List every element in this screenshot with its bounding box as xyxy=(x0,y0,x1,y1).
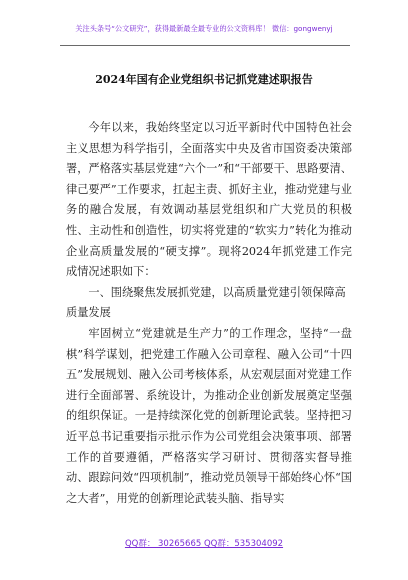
section-heading-1: 一、围绕聚焦发展抓党建，以高质量党建引领保障高质量发展 xyxy=(66,285,346,320)
section-1-paragraph: 牢固树立“党建就是生产力”的工作理念，坚持“一盘棋”科学谋划，把党建工作融入公司章程、融入公司“十四五”发展规划、融入公司考核体系，从宏观层面对党建工作进行全面部署、系统设计，为推动企业创新发展奠定坚强的组织保证。一是持续深化党的创新理论武装。坚持把习近平总书记重要指示批示作为公司党组会决策事项、部署工作的首要遵循，严格落实学习研讨、贯彻落实督导推动、跟踪问效“四项机制”，推动党员领导干部始终心怀“国之大者”，用党的创新理论武装头脑、指导实 xyxy=(66,326,352,505)
header-divider xyxy=(60,45,350,46)
document-body xyxy=(66,118,352,509)
intro-paragraph: 今年以来，我始终坚定以习近平新时代中国特色社会主义思想为科学指引，全面落实中央及省市国资委决策部署，严格落实基层党建“六个一”和“干部要干、思路要清、律己要严”工作要求，扛起主责、抓好主业，推动党建与业务的融合发展，有效调动基层党组织和广大党员的积极性、主动性和创造性，切实将党建的“软实力”转化为推动企业高质量发展的“硬支撑”。现将2024年抓党建工作完成情况述职如下： xyxy=(66,121,352,279)
promo-banner: 关注头条号“公文研究”，获得最新最全最专业的公文资料库！ 微信：gongwenyj xyxy=(75,24,333,33)
document-title: 2024年国有企业党组织书记抓党建述职报告 xyxy=(95,73,313,86)
footer-qq-groups[interactable]: QQ群： 30265665 QQ群：535304092 xyxy=(124,539,284,549)
